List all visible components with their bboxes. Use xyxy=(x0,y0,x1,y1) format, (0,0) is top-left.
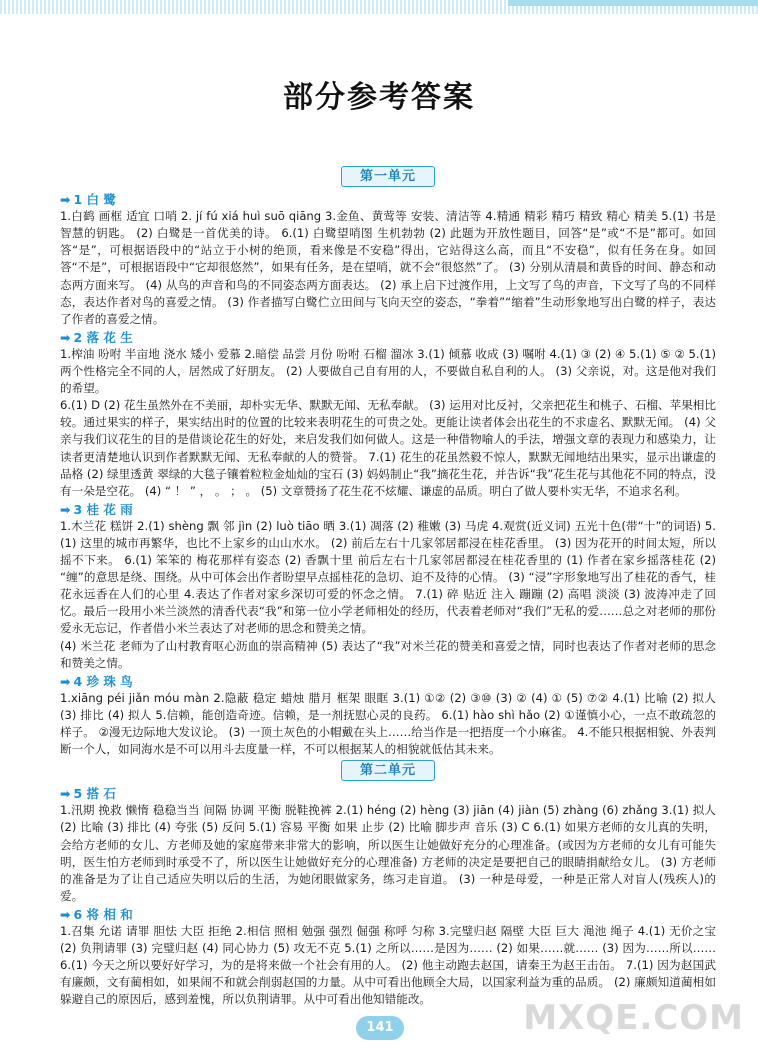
unit-banner xyxy=(60,760,716,781)
answer-paragraph: (4) 米兰花 老师为了山村教育呕心沥血的崇高精神 (5) 表达了“我”对米兰花的赞美和喜爱之情，同时也表达了作者对老师的思念和赞美之情。 xyxy=(60,638,716,670)
answer-paragraph: 1.xiāng péi jiǎn móu màn 2.隐蔽 稳定 蜡烛 腊月 框架 眼眶 3.(1) ①② (2) ③⑩ (3) ② (4) ① (5) ⑦② 4.(1) 比喻 (2) 拟人 (3) 排比 (4) 拟人 5.信赖，能创造奇迹。信赖，是一剂抚慰心灵的良药。 6.(1) hào shì hǎo (2) ①谨慎小心，一点不敢疏忽的样子。 ②漫无边际地大发议论。 (3) 一顶土灰色的小帽戴在头上……给当作是一把捂度一个小麻雀。 4.不能只根据相貌、外表判断一个人，如同海水是不可以用斗去度量一样，不可以根据某人的相貌就低估其未来。 xyxy=(60,690,716,757)
lesson-heading xyxy=(60,329,716,346)
lesson-heading xyxy=(60,785,716,802)
lesson-heading xyxy=(60,501,716,518)
answer-paragraph: 1.木兰花 糕饼 2.(1) shèng 飘 邻 jìn (2) luò tiāo 晒 3.(1) 凋落 (2) 稚嫩 (3) 马虎 4.观赏(近义词) 五光十色(带“十”的词语) 5.(1) 这里的城市再繁华，也比不上家乡的山山水水。 (2) 前后左右十几家邻居都浸在桂花香里。 (3) 因为花开的时间太短，所以摇不下来。 6.(1) 笨笨的 梅花那样有姿态 (2) 香飘十里 前后左右十几家邻居都浸在桂花香里的 (1) 作者在家乡摇落桂花 (2) “缠”的意思是绕、围绕。从中可体会出作者盼望早点摇桂花的急切、迫不及待的心情。 (3) “浸”字形象地写出了桂花的香气，桂花永远香在人们的心里 4.表达了作者对家乡深切可爱的怀念之情。 7.(1) 碎 贴近 注入 蹦蹦 (2) 高唱 淡淡 (3) 波涛冲走了回忆。最后一段用小米兰淡然的清香代表“我”和第一位小学老师相处的经历，代表着老师对“我们”无私的爱……总之对老师的那份爱永无忘记，作者借小米兰表达了对老师的思念和赞美之情。 xyxy=(60,518,716,636)
unit-banner-label: 第二单元 xyxy=(341,760,435,781)
lesson-title: 2 落 花 生 xyxy=(73,329,133,345)
arrow-icon: ➡ xyxy=(60,192,71,208)
answer-paragraph: 1.榨油 吩咐 半亩地 浇水 矮小 爱慕 2.暗偿 品尝 月份 吩咐 石榴 溜冰 3.(1) 倾慕 收成 (3) 嘱咐 4.(1) ③ (2) ④ 5.(1) ⑤ ② 5.(1) 两个性格完全不同的人，居然成了好朋友。 (2) 人要做自己自有用的人，不要做自私自利的人。 (3) 父亲说，对。这是他对我们的希望。 xyxy=(60,346,716,396)
lesson-title: 1 白 鹭 xyxy=(73,192,116,208)
unit-banner-label: 第一单元 xyxy=(341,166,435,187)
answer-paragraph: 1.汛期 挽救 懒惰 稳稳当当 间隔 协调 平衡 脱鞋挽裤 2.(1) héng (2) hèng (3) jiān (4) jiàn (5) zhàng (6) zhǎng 3.(1) 拟人 (2) 比喻 (3) 排比 (4) 夸张 (5) 反问 5.(1) 容易 平衡 如果 止步 (2) 比喻 脚步声 音乐 (3) C 6.(1) 如果方老师的女儿真的失明，会给方老师的女儿、方老师及她的家庭带来非常大的影响，所以医生让她做好充分的心理准备。(或因为方老师的女儿有可能失明，医生怕方老师到时承受不了，所以医生让她做好充分的心理准备) 方老师的决定是要把自己的眼睛捐献给女儿。 (3) 方老师的准备是为了让自己适应失明以后的生活，为她闭眼做家务，练习走盲道。 (3) 一种是母爱，一种是正常人对盲人(残疾人)的爱。 xyxy=(60,803,716,903)
lesson-title: 3 桂 花 雨 xyxy=(73,501,133,517)
lesson-heading xyxy=(60,191,716,208)
arrow-icon: ➡ xyxy=(60,906,71,922)
lesson-heading xyxy=(60,906,716,923)
arrow-icon: ➡ xyxy=(60,329,71,345)
page-number: 141 xyxy=(356,1016,404,1040)
answer-content xyxy=(60,164,716,1009)
answer-paragraph: 1.召集 允诺 请罪 胆怯 大臣 拒绝 2.相信 照相 勉强 强烈 倔强 称呼 匀称 3.完璧归赵 隔壁 大臣 巨大 渑池 绳子 4.(1) 无价之宝 (2) 负荆请罪 (3) 完璧归赵 (4) 同心协力 (5) 攻无不克 5.(1) 之所以……是因为…… (2) 如果……就…… (3) 因为……所以…… 6.(1) 今天之所以要好好学习，为的是将来做一个社会有用的人。 (2) 他主动跑去赵国，请秦王为赵王击缶。 7.(1) 因为赵国武有廉颇，文有蔺相如，如果闹不和就会削弱赵国的力量。从中可看出他顾全大局，以国家利益为重的品质。 (2) 廉颇知道蔺相如躲避自己的原因后，感到羞愧，所以负荆请罪。从中可看出他知错能改。 xyxy=(60,924,716,1007)
page-title: 部分参考答案 xyxy=(283,80,475,115)
lesson-title: 6 将 相 和 xyxy=(73,906,133,922)
arrow-icon: ➡ xyxy=(60,501,71,517)
lesson-title: 5 搭 石 xyxy=(73,786,116,802)
lesson-title: 4 珍 珠 鸟 xyxy=(73,673,133,689)
arrow-icon: ➡ xyxy=(60,673,71,689)
lesson-heading xyxy=(60,673,716,690)
unit-banner xyxy=(60,166,716,187)
top-accent-strip xyxy=(508,0,758,6)
answer-paragraph: 1.白鹤 画框 适宜 口哨 2. jí fú xiá huì suō qiāng 3.金鱼、黄莺等 安装、清洁等 4.精通 精彩 精巧 精致 精心 精美 5.(1) 书是智慧的钥匙。 (2) 白鹭是一首优美的诗。 6.(1) 白鹭望哨图 生机勃勃 (2) 此题为开放性题目，回答“是”或“不是”都可。如回答“是”，可根据语段中的“站立于小树的绝顶，看来像是不安稳”得出，它站得这么高，而且“不安稳”，似有任务在身。如回答“不是”，可根据语段中“它却很悠然”，如果有任务，是在望哨，就不会“很悠然”了。 (3) 分别从清晨和黄昏的时间、静态和动态两方面来写。 (4) 从鸟的声音和鸟的不同姿态两方面表达。 (2) 承上启下过渡作用，上文写了鸟的声音，下文写了鸟的不同样态，表达作者对鸟的喜爱之情。 (3) 作者描写白鹭伫立田间与飞向天空的姿态，“拳着”“缩着”生动形象地写出白鹭的样子，表达了作者的喜爱之情。 xyxy=(60,209,716,326)
answer-paragraph: 6.(1) D (2) 花生虽然外在不美丽，却朴实无华、默默无闻、无私奉献。 (3) 运用对比反衬，父亲把花生和桃子、石榴、苹果相比较。通过果实的样子，果实结出时的位置的比较来表明花生的可贵之处。更能让读者体会出花生的不求虚名、默默无闻。 (4) 父亲与我们议花生的目的是借谈论花生的好处，来启发我们如何做人。这是一种借物喻人的手法，增强文章的表现力和感染力，让读者更清楚地认识到作者默默无闻、无私奉献的人的赞誉。 7.(1) 花生的花虽然毅不惊人，默默无闻地结出果实，显示出谦虚的品格 (2) 绿里透黄 翠绿的大毯子镶着粒粒金灿灿的宝石 (3) 妈妈制止“我”摘花生花，并告诉“我”花生花与其他花不同的特点，没有一朵是空花。 (4) “ ！ ” ， 。 ； 。 (5) 文章赞扬了花生花不炫耀、谦虚的品质。明白了做人要朴实无华，不追求名利。 xyxy=(60,398,716,498)
watermark-logo: MXQE.COM xyxy=(523,998,744,1038)
arrow-icon: ➡ xyxy=(60,786,71,802)
